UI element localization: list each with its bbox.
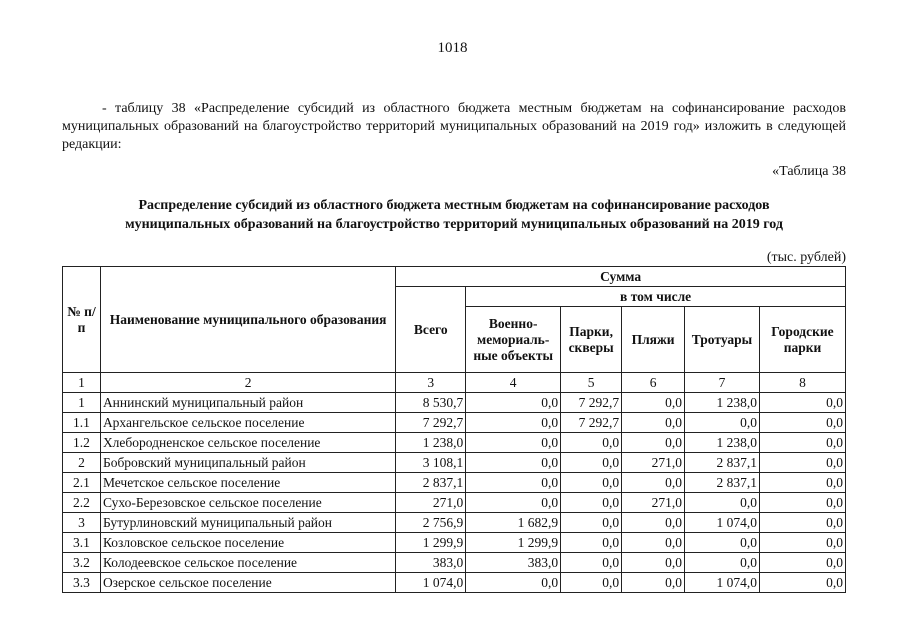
intro-paragraph (62, 100, 846, 154)
row-city-parks: 0,0 (759, 573, 845, 593)
row-name: Архангельское сельское поселение (100, 413, 395, 433)
row-number: 1.1 (63, 413, 101, 433)
header-parks: Парки, скверы (561, 307, 622, 373)
row-total: 2 837,1 (396, 473, 466, 493)
row-beaches: 0,0 (622, 433, 685, 453)
row-military: 0,0 (466, 493, 561, 513)
header-num: № п/п (63, 267, 101, 373)
table-row (63, 573, 846, 593)
row-parks: 0,0 (561, 553, 622, 573)
column-number: 8 (759, 373, 845, 393)
row-sidewalks: 2 837,1 (685, 473, 760, 493)
table-row (63, 473, 846, 493)
row-name: Мечетское сельское поселение (100, 473, 395, 493)
row-name: Сухо-Березовское сельское поселение (100, 493, 395, 513)
row-city-parks: 0,0 (759, 513, 845, 533)
row-parks: 0,0 (561, 473, 622, 493)
row-parks: 0,0 (561, 573, 622, 593)
column-number: 3 (396, 373, 466, 393)
column-number: 7 (685, 373, 760, 393)
table-title-line-1: Распределение субсидий из областного бюджета местным бюджетам на софинансирование расходов (138, 198, 770, 213)
row-military: 0,0 (466, 433, 561, 453)
row-beaches: 0,0 (622, 553, 685, 573)
column-number: 2 (100, 373, 395, 393)
row-city-parks: 0,0 (759, 393, 845, 413)
row-city-parks: 0,0 (759, 433, 845, 453)
header-total: Всего (396, 287, 466, 373)
row-parks: 0,0 (561, 533, 622, 553)
row-number: 1.2 (63, 433, 101, 453)
row-sidewalks: 0,0 (685, 493, 760, 513)
table-row (63, 513, 846, 533)
row-sidewalks: 1 074,0 (685, 573, 760, 593)
row-military: 0,0 (466, 453, 561, 473)
intro-text: - таблицу 38 «Распределение субсидий из областного бюджета местным бюджетам на софинансирование расходов муниципальных образований на благоустройство территорий муниципальных образований на 2019 год» изложить в следующей редакции: (62, 101, 846, 152)
row-name: Бутурлиновский муниципальный район (100, 513, 395, 533)
row-total: 7 292,7 (396, 413, 466, 433)
table-row (63, 533, 846, 553)
row-name: Бобровский муниципальный район (100, 453, 395, 473)
table-row (63, 433, 846, 453)
table-row (63, 453, 846, 473)
table-row (63, 553, 846, 573)
row-sidewalks: 1 074,0 (685, 513, 760, 533)
row-city-parks: 0,0 (759, 533, 845, 553)
row-total: 1 074,0 (396, 573, 466, 593)
row-number: 1 (63, 393, 101, 413)
row-beaches: 0,0 (622, 573, 685, 593)
row-total: 1 299,9 (396, 533, 466, 553)
row-city-parks: 0,0 (759, 493, 845, 513)
row-military: 1 299,9 (466, 533, 561, 553)
column-number: 4 (466, 373, 561, 393)
row-number: 3.1 (63, 533, 101, 553)
row-military: 1 682,9 (466, 513, 561, 533)
row-military: 0,0 (466, 393, 561, 413)
page-number: 1018 (437, 40, 468, 56)
row-parks: 0,0 (561, 453, 622, 473)
row-total: 8 530,7 (396, 393, 466, 413)
row-beaches: 0,0 (622, 513, 685, 533)
row-city-parks: 0,0 (759, 413, 845, 433)
header-sum: Сумма (396, 267, 846, 287)
row-total: 271,0 (396, 493, 466, 513)
row-beaches: 271,0 (622, 453, 685, 473)
row-military: 0,0 (466, 413, 561, 433)
column-number: 1 (63, 373, 101, 393)
column-number: 6 (622, 373, 685, 393)
row-number: 3 (63, 513, 101, 533)
row-parks: 7 292,7 (561, 393, 622, 413)
header-beaches: Пляжи (622, 307, 685, 373)
row-number: 2.1 (63, 473, 101, 493)
column-number-row (63, 373, 846, 393)
row-military: 0,0 (466, 573, 561, 593)
row-city-parks: 0,0 (759, 553, 845, 573)
header-including: в том числе (466, 287, 846, 307)
units-label: (тыс. рублей) (766, 250, 846, 265)
row-name: Озерское сельское поселение (100, 573, 395, 593)
row-city-parks: 0,0 (759, 473, 845, 493)
row-military: 0,0 (466, 473, 561, 493)
row-name: Аннинский муниципальный район (100, 393, 395, 413)
table-title (62, 196, 846, 234)
row-beaches: 0,0 (622, 473, 685, 493)
row-number: 2 (63, 453, 101, 473)
table-reference: «Таблица 38 (772, 164, 846, 179)
row-beaches: 0,0 (622, 413, 685, 433)
row-number: 2.2 (63, 493, 101, 513)
table-title-line-2: муниципальных образований на благоустройство территорий муниципальных образований на 2019 год (125, 217, 783, 232)
header-military: Военно-мемориаль-ные объекты (466, 307, 561, 373)
row-total: 3 108,1 (396, 453, 466, 473)
header-city-parks: Городские парки (759, 307, 845, 373)
row-number: 3.2 (63, 553, 101, 573)
row-sidewalks: 1 238,0 (685, 393, 760, 413)
row-sidewalks: 2 837,1 (685, 453, 760, 473)
row-sidewalks: 1 238,0 (685, 433, 760, 453)
row-total: 1 238,0 (396, 433, 466, 453)
table-row (63, 393, 846, 413)
row-parks: 0,0 (561, 493, 622, 513)
row-beaches: 0,0 (622, 393, 685, 413)
row-name: Колодеевское сельское поселение (100, 553, 395, 573)
subsidy-table (62, 266, 846, 593)
table-row (63, 493, 846, 513)
row-city-parks: 0,0 (759, 453, 845, 473)
row-beaches: 0,0 (622, 533, 685, 553)
row-sidewalks: 0,0 (685, 553, 760, 573)
column-number: 5 (561, 373, 622, 393)
header-sidewalks: Тротуары (685, 307, 760, 373)
header-name: Наименование муниципального образования (100, 267, 395, 373)
row-name: Козловское сельское поселение (100, 533, 395, 553)
row-total: 383,0 (396, 553, 466, 573)
row-military: 383,0 (466, 553, 561, 573)
row-name: Хлебородненское сельское поселение (100, 433, 395, 453)
table-row (63, 413, 846, 433)
row-parks: 0,0 (561, 513, 622, 533)
row-beaches: 271,0 (622, 493, 685, 513)
row-parks: 7 292,7 (561, 413, 622, 433)
row-parks: 0,0 (561, 433, 622, 453)
row-sidewalks: 0,0 (685, 533, 760, 553)
row-sidewalks: 0,0 (685, 413, 760, 433)
row-number: 3.3 (63, 573, 101, 593)
row-total: 2 756,9 (396, 513, 466, 533)
